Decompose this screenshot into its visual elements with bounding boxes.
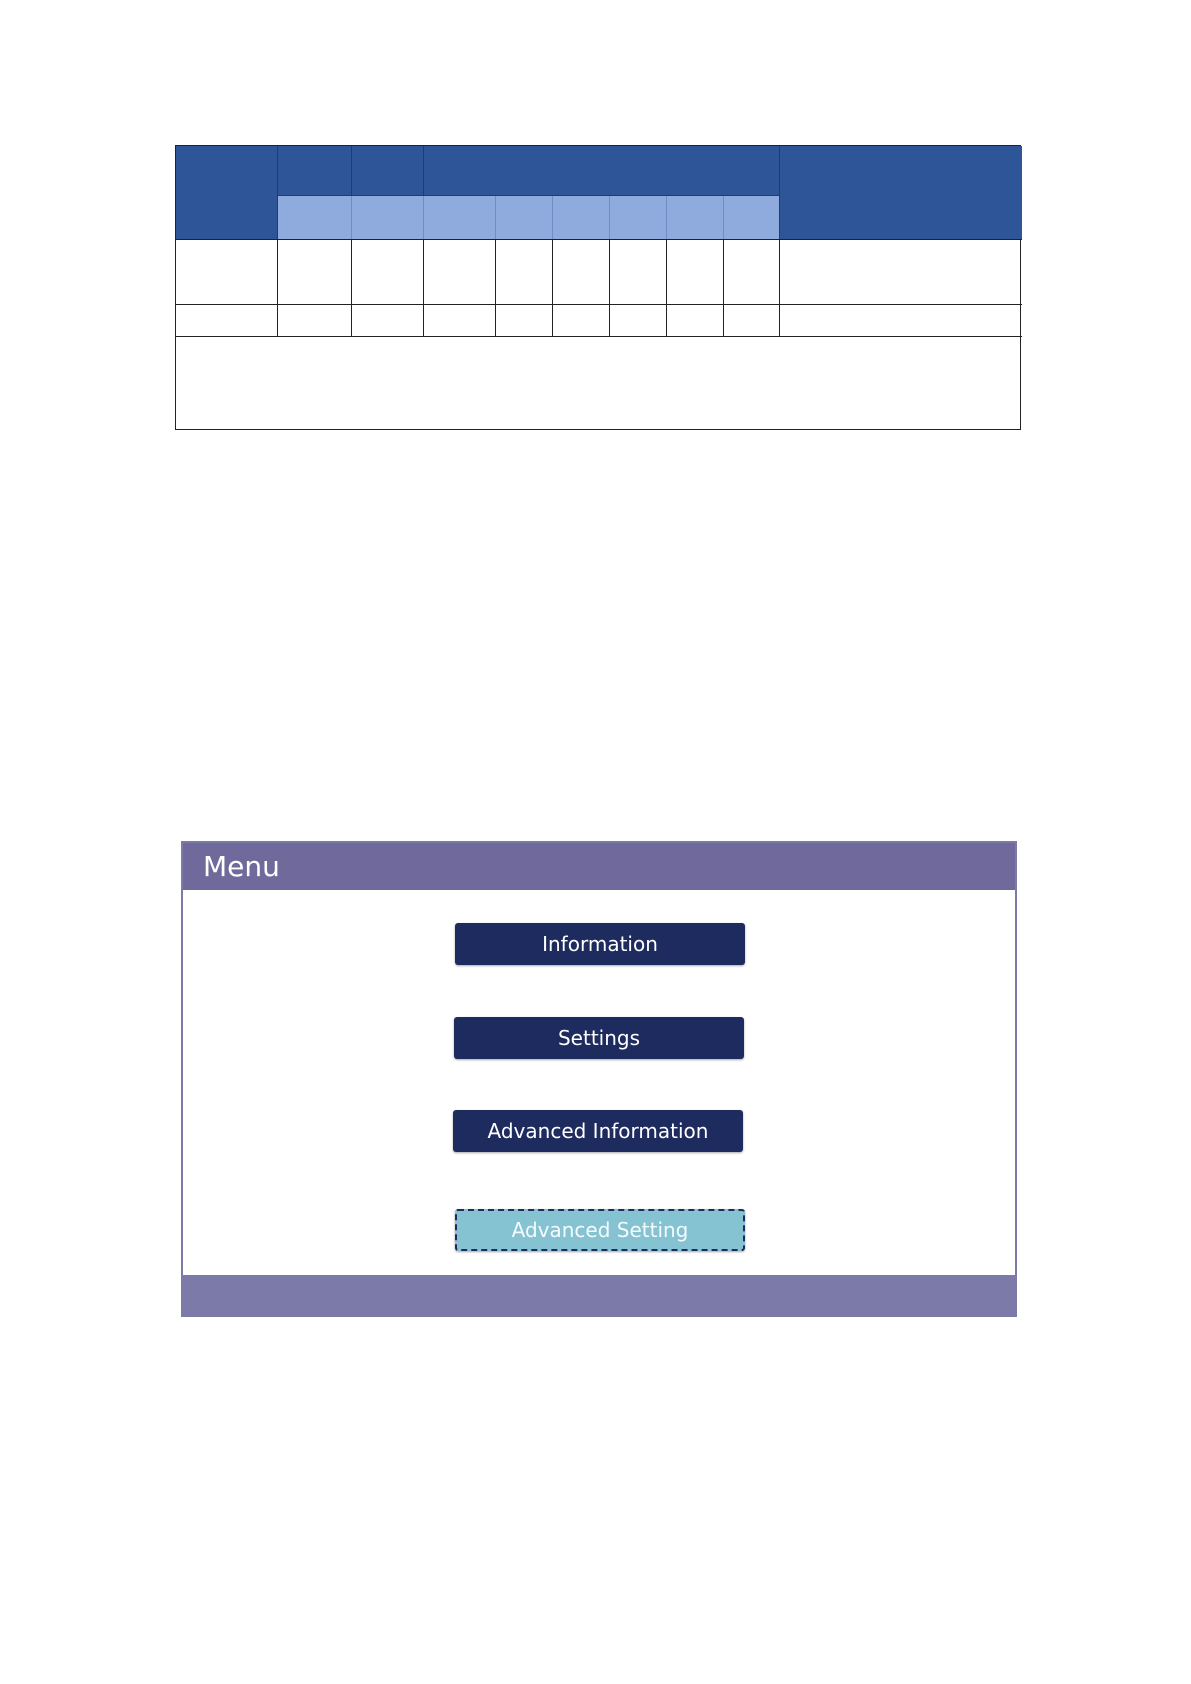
table-divider: [176, 239, 1022, 240]
table-divider: [552, 239, 553, 336]
table-divider: [495, 239, 496, 336]
table-divider: [351, 196, 352, 239]
table-divider: [351, 146, 352, 196]
table-divider: [176, 304, 1022, 305]
table-header-cell: [176, 146, 278, 239]
settings-button[interactable]: Settings: [454, 1017, 744, 1059]
table-divider: [779, 239, 780, 336]
information-button[interactable]: Information: [455, 923, 745, 965]
table-divider: [277, 239, 278, 336]
table-header-cell: [278, 146, 352, 196]
table-divider: [723, 196, 724, 239]
table-subheader-cell: [278, 196, 780, 239]
table-divider: [423, 146, 424, 196]
data-table: [175, 145, 1021, 430]
table-divider: [609, 196, 610, 239]
table-divider: [176, 336, 1022, 337]
table-header-cell: [352, 146, 424, 196]
table-divider: [666, 239, 667, 336]
table-divider: [666, 196, 667, 239]
table-divider: [779, 146, 780, 239]
advanced-setting-button[interactable]: Advanced Setting: [455, 1209, 745, 1251]
screen-title: Menu: [203, 850, 280, 883]
table-header-cell: [780, 146, 1022, 239]
table-header-cell: [424, 146, 780, 196]
screen-header: [183, 843, 1015, 890]
table-divider: [609, 239, 610, 336]
table-divider: [351, 239, 352, 336]
table-divider: [495, 196, 496, 239]
table-divider: [723, 239, 724, 336]
advanced-information-button[interactable]: Advanced Information: [453, 1110, 743, 1152]
table-divider: [423, 196, 424, 239]
menu-screen: [181, 841, 1017, 1317]
table-divider: [552, 196, 553, 239]
table-divider: [277, 146, 278, 239]
table-divider: [423, 239, 424, 336]
screen-footer: [183, 1275, 1015, 1315]
table-divider: [278, 195, 780, 196]
